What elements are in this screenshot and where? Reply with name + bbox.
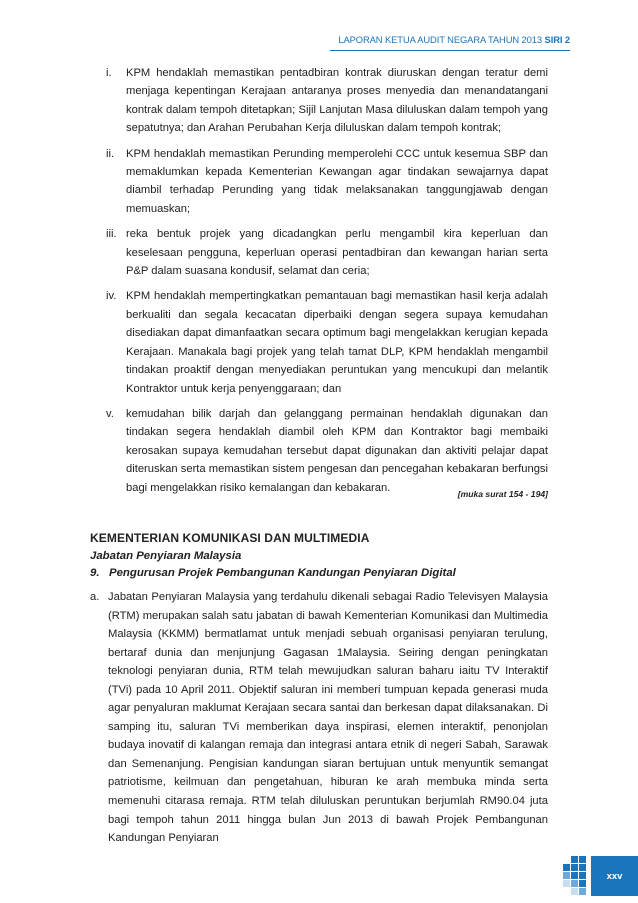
recommendation-item (90, 145, 548, 219)
ministry-heading: KEMENTERIAN KOMUNIKASI DAN MULTIMEDIA (90, 531, 370, 545)
page-number: xxv (591, 856, 638, 896)
paragraph-text: Jabatan Penyiaran Malaysia yang terdahulu dikenali sebagai Radio Televisyen Malaysia (RTM) merupakan salah satu jabatan di bawah Kementerian Komunikasi dan Multimedia Malaysia (KKMM) bermatlamat untuk menjadi sebuah organisasi penyiaran terulung, bertaraf dunia dan menjunjung Gagasan 1Malaysia. Seiring dengan peningkatan teknologi penyiaran dunia, RTM telah mewujudkan saluran baharu iaitu TV Interaktif (TVi) pada 10 April 2011. Objektif saluran ini memberi tumpuan kepada generasi muda agar penyaluran maklumat Kerajaan secara santai dan berkesan dapat dilaksanakan. Di samping itu, saluran TVi memberikan daya inspirasi, elemen interaktif, penonjolan budaya inovatif di kalangan remaja dan integrasi antara etnik di negeri Sabah, Sarawak dan Semenanjung. Pengisian kandungan siaran bertujuan untuk menyuntik semangat patriotisme, keilmuan dan pengetahuan, hiburan ke arah membuka minda serta memenuhi citarasa remaja. RTM telah diluluskan peruntukan berjumlah RM90.04 juta bagi tempoh tahun 2011 hingga bulan Jun 2013 di bawah Projek Pembangunan Kandungan Penyiaran (108, 591, 548, 845)
report-title (338, 34, 570, 45)
section-number: 9. (90, 567, 100, 579)
recommendation-number: iv. (106, 290, 117, 303)
decorative-block (579, 872, 586, 879)
report-title-text: LAPORAN KETUA AUDIT NEGARA TAHUN 2013 (338, 34, 543, 45)
header-rule (330, 50, 570, 51)
decorative-block (563, 864, 570, 871)
recommendation-text: KPM hendaklah memastikan pentadbiran kontrak diuruskan dengan teratur demi menjaga kepentingan Kerajaan antaranya proses menyedia dan menandatangani kontrak dalam tempoh ditetapkan; Sijil Lanjutan Masa diluluskan dalam tempoh yang sepatutnya; dan Arahan Perubahan Kerja diluluskan dalam tempoh kontrak; (126, 67, 548, 135)
recommendation-text: KPM hendaklah mempertingkatkan pemantauan bagi memastikan hasil kerja adalah berkualiti dan segala kecacatan diperbaiki dengan segera supaya kemudahan disediakan dapat dimanfaatkan secara optimum bagi mengelakkan kerugian kepada Kerajaan. Manakala bagi projek yang telah tamat DLP, KPM hendaklah mengambil tindakan proaktif dengan menyediakan peruntukan yang mencukupi dan melantik Kontraktor untuk kerja penyenggaraan; dan (126, 290, 548, 395)
report-series: SIRI 2 (544, 34, 570, 45)
page-reference: [muka surat 154 - 194] (457, 489, 548, 499)
recommendation-number: iii. (106, 228, 117, 241)
decorative-block (571, 888, 578, 895)
recommendation-item (90, 405, 548, 497)
decorative-block (579, 864, 586, 871)
decorative-block (571, 856, 578, 863)
recommendation-number: ii. (106, 147, 115, 160)
recommendation-text: kemudahan bilik darjah dan gelanggang permainan hendaklah digunakan dan tindakan segera hendaklah diambil oleh KPM dan Kontraktor bagi membaiki kerosakan supaya kemudahan tersebut dapat digunakan dan aktiviti pelajar dapat diteruskan serta memastikan sistem pengesan dan pencegahan kebakaran berfungsi bagi mengelakkan risiko kemalangan dan kebakaran. (126, 407, 548, 494)
decorative-block (563, 880, 570, 887)
recommendation-item (90, 225, 548, 280)
decorative-block (571, 880, 578, 887)
decorative-block (563, 872, 570, 879)
paragraph-label: a. (90, 591, 100, 603)
recommendation-text: reka bentuk projek yang dicadangkan perlu mengambil kira keperluan dan keselesaan pengguna, keperluan operasi pentadbiran dan kewangan harian serta P&P dalam suasana kondusif, selamat dan ceria; (126, 228, 548, 278)
section-title (90, 567, 456, 579)
body-paragraph (90, 588, 548, 848)
section-title-text: Pengurusan Projek Pembangunan Kandungan Penyiaran Digital (109, 567, 456, 579)
decorative-block (579, 888, 586, 895)
decorative-block (579, 856, 586, 863)
department-heading: Jabatan Penyiaran Malaysia (90, 550, 242, 562)
recommendation-number: i. (106, 67, 112, 79)
recommendation-list (90, 64, 548, 504)
decorative-block (579, 880, 586, 887)
decorative-block-motif (563, 856, 587, 898)
recommendation-item (90, 287, 548, 397)
decorative-block (571, 864, 578, 871)
recommendation-number: v. (106, 407, 114, 420)
recommendation-text: KPM hendaklah memastikan Perunding memperolehi CCC untuk kesemua SBP dan memaklumkan kepada Kementerian Kewangan agar tindakan sewajarnya dapat diambil terhadap Perunding yang tidak melaksanakan tanggungjawab dengan memuaskan; (126, 147, 548, 215)
decorative-block (571, 872, 578, 879)
recommendation-item (90, 64, 548, 138)
